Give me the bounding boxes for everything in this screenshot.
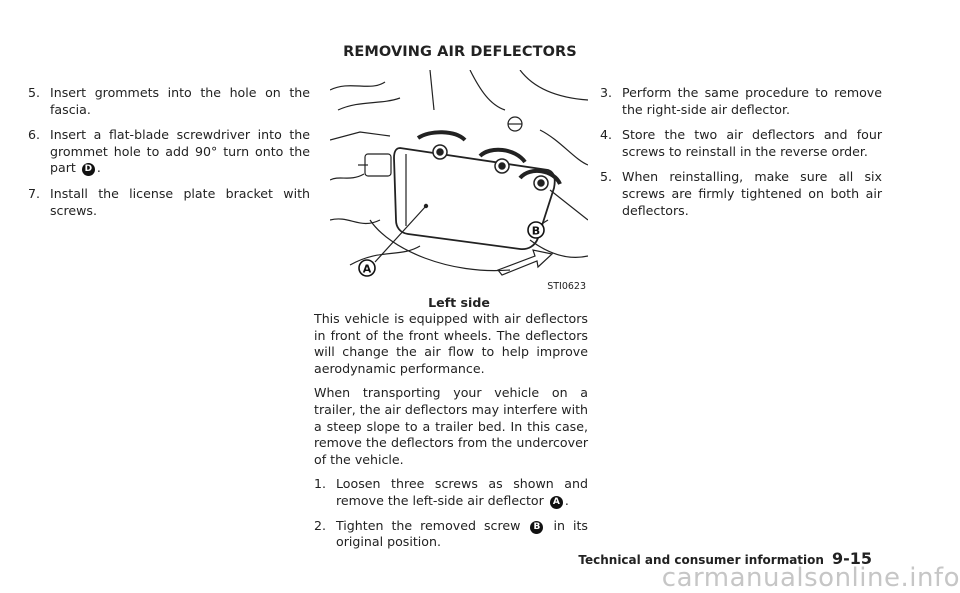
step-text: Tighten the removed screw [336,517,521,533]
step-text-end: . [96,160,101,176]
step-3 [600,85,882,118]
step-number: 3. [600,85,613,100]
watermark: carmanualsonline.info [661,563,960,593]
step-4 [600,127,882,160]
step-number: 6. [28,127,41,143]
callout-b-marker: B [530,521,543,534]
air-deflector-figure [330,70,588,295]
figure-caption: Left side [428,295,490,310]
callout-b-label: B [531,224,541,238]
step-2 [314,518,588,551]
callout-a-label: A [362,262,372,276]
step-text-end: in its original position. [336,517,588,550]
step-6 [28,127,310,177]
middle-column [314,311,588,559]
step-text: Insert a flat-blade screwdriver into the grommet hole to add 90° turn onto the part [50,127,310,176]
callout-a-marker: A [550,496,563,509]
step-text: Insert grommets into the hole on the fascia. [50,85,310,117]
intro-paragraph: This vehicle is equipped with air deflectors in front of the front wheels. The deflectors will change the air flow to help improve aerodynamic performance. [314,311,588,376]
step-text-end: . [564,492,569,508]
step-number: 5. [28,85,41,100]
step-number: 4. [600,127,613,143]
step-5 [28,85,310,118]
removal-steps [314,476,588,550]
step-number: 1. [314,476,327,492]
callout-d-marker: D [82,163,95,176]
intro-paragraph: When transporting your vehicle on a trailer, the air deflectors may interfere with a steep slope to a trailer bed. In this case, remove the deflectors from the undercover of the vehicle. [314,385,588,467]
step-number: 7. [28,185,41,201]
step-number: 5. [600,169,613,185]
step-text: Store the two air deflectors and four screws to reinstall in the reverse order. [622,127,882,159]
step-7 [28,186,310,219]
page-number: 9-15 [831,549,872,568]
air-deflector-illustration [330,70,588,295]
section-heading: REMOVING AIR DEFLECTORS [343,44,577,60]
footer-section-title: Technical and consumer information [578,553,824,567]
figure-code: STI0623 [547,281,586,292]
step-text: Loosen three screws as shown and remove the left-side air deflector [336,476,588,508]
step-number: 2. [314,517,327,533]
step-text: When reinstalling, make sure all six screws are firmly tightened on both air deflectors. [622,169,882,218]
right-column [600,85,882,228]
left-column [28,85,310,228]
step-1 [314,476,588,509]
step-5-reinstall [600,169,882,219]
step-text: Perform the same procedure to remove the right-side air deflector. [622,85,882,117]
step-text: Install the license plate bracket with screws. [50,185,310,218]
